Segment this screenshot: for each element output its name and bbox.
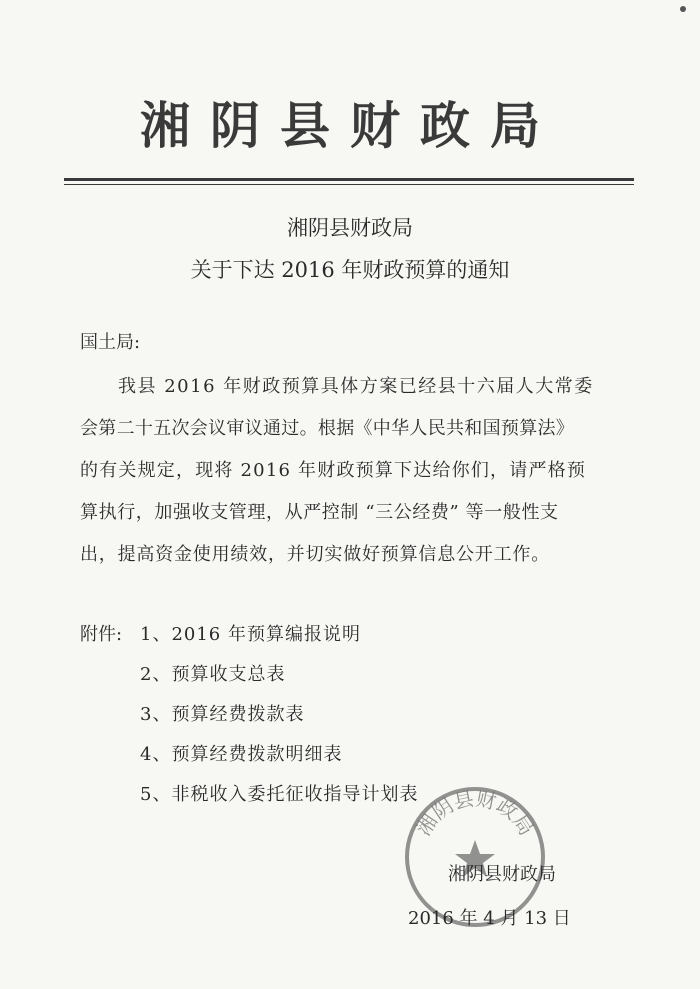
masthead: 湘阴县财政局 [140,97,560,155]
seal-text: 湘阴县财政局 [411,786,539,840]
signature-org: 湘阴县财政局 [448,864,556,885]
masthead-rule-thin [64,184,634,185]
masthead-rule-thick [64,178,634,181]
attachment-item-5: 5、非税收入委托征收指导计划表 [140,784,419,805]
corner-dot [680,6,686,12]
body-line-2: 会第二十五次会议审议通过。根据《中华人民共和国预算法》 [80,418,575,439]
attachment-item-2: 2、预算收支总表 [140,664,286,685]
attachments-label: 附件: [80,624,123,645]
title-line-1: 湘阴县财政局 [287,216,413,240]
attachment-item-3: 3、预算经费拨款表 [140,704,305,725]
attachment-item-4: 4、预算经费拨款明细表 [140,744,343,765]
title-line-2: 关于下达 2016 年财政预算的通知 [190,258,510,282]
recipient: 国土局: [80,332,141,353]
body-line-1: 我县 2016 年财政预算具体方案已经县十六届人大常委 [118,376,594,397]
body-line-5: 出，提高资金使用绩效，并切实做好预算信息公开工作。 [80,544,550,565]
body-line-3: 的有关规定，现将 2016 年财政预算下达给你们，请严格预 [80,460,587,481]
attachment-item-1: 1、2016 年预算编报说明 [140,624,361,645]
body-line-4: 算执行，加强收支管理，从严控制 “三公经费” 等一般性支 [80,502,559,523]
svg-text:湘阴县财政局 [411,786,539,839]
signature-date: 2016 年 4 月 13 日 [408,908,571,929]
